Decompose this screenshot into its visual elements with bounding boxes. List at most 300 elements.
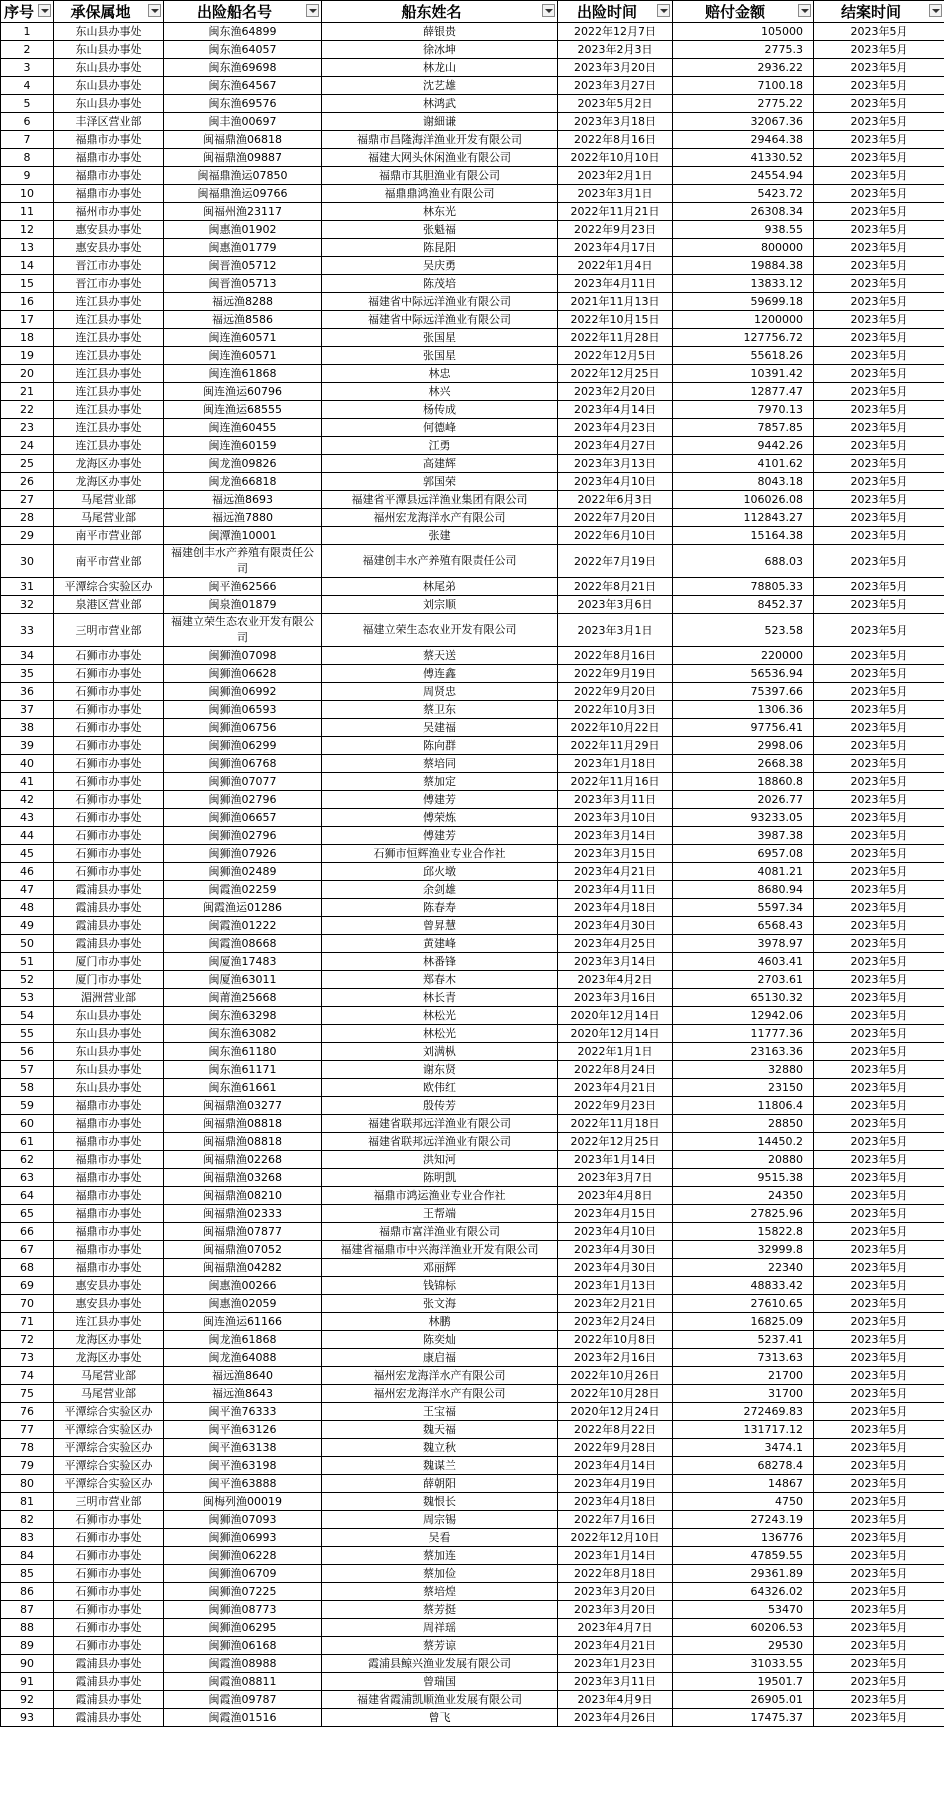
incident-date-cell[interactable]: 2023年3月1日 [558, 185, 673, 203]
region-cell[interactable]: 石狮市办事处 [54, 719, 164, 737]
row-index-cell[interactable]: 68 [1, 1259, 54, 1277]
payout-amount-cell[interactable]: 5423.72 [673, 185, 814, 203]
payout-amount-cell[interactable]: 800000 [673, 239, 814, 257]
vessel-name-cell[interactable]: 闽龙渔09826 [164, 455, 322, 473]
vessel-name-cell[interactable]: 闽福鼎渔09887 [164, 149, 322, 167]
row-index-cell[interactable]: 23 [1, 419, 54, 437]
region-cell[interactable]: 福鼎市办事处 [54, 1241, 164, 1259]
vessel-name-cell[interactable]: 福远渔8586 [164, 311, 322, 329]
region-cell[interactable]: 石狮市办事处 [54, 1583, 164, 1601]
payout-amount-cell[interactable]: 127756.72 [673, 329, 814, 347]
payout-amount-cell[interactable]: 106026.08 [673, 491, 814, 509]
payout-amount-cell[interactable]: 32067.36 [673, 113, 814, 131]
closing-date-cell[interactable]: 2023年5月 [814, 401, 944, 419]
vessel-name-cell[interactable]: 闽福鼎渔03277 [164, 1097, 322, 1115]
region-cell[interactable]: 惠安县办事处 [54, 1277, 164, 1295]
row-index-cell[interactable]: 60 [1, 1115, 54, 1133]
payout-amount-cell[interactable]: 2668.38 [673, 755, 814, 773]
closing-date-cell[interactable]: 2023年5月 [814, 863, 944, 881]
incident-date-cell[interactable]: 2023年2月16日 [558, 1349, 673, 1367]
vessel-name-cell[interactable]: 闽东渔61171 [164, 1061, 322, 1079]
region-cell[interactable]: 福鼎市办事处 [54, 1259, 164, 1277]
closing-date-cell[interactable]: 2023年5月 [814, 1277, 944, 1295]
region-cell[interactable]: 平潭综合实验区办 [54, 1457, 164, 1475]
owner-name-cell[interactable]: 曾瑞国 [322, 1673, 558, 1691]
owner-name-cell[interactable]: 魏恨长 [322, 1493, 558, 1511]
closing-date-cell[interactable]: 2023年5月 [814, 437, 944, 455]
region-cell[interactable]: 石狮市办事处 [54, 701, 164, 719]
incident-date-cell[interactable]: 2023年5月2日 [558, 95, 673, 113]
owner-name-cell[interactable]: 林尾弟 [322, 578, 558, 596]
incident-date-cell[interactable]: 2023年4月9日 [558, 1691, 673, 1709]
owner-name-cell[interactable]: 傅建芳 [322, 791, 558, 809]
owner-name-cell[interactable]: 傅建芳 [322, 827, 558, 845]
vessel-name-cell[interactable]: 闽狮渔06992 [164, 683, 322, 701]
payout-amount-cell[interactable]: 23150 [673, 1079, 814, 1097]
incident-date-cell[interactable]: 2023年4月21日 [558, 863, 673, 881]
row-index-cell[interactable]: 71 [1, 1313, 54, 1331]
payout-amount-cell[interactable]: 22340 [673, 1259, 814, 1277]
incident-date-cell[interactable]: 2022年12月5日 [558, 347, 673, 365]
row-index-cell[interactable]: 56 [1, 1043, 54, 1061]
region-cell[interactable]: 惠安县办事处 [54, 1295, 164, 1313]
row-index-cell[interactable]: 14 [1, 257, 54, 275]
row-index-cell[interactable]: 51 [1, 953, 54, 971]
payout-amount-cell[interactable]: 29530 [673, 1637, 814, 1655]
row-index-cell[interactable]: 30 [1, 545, 54, 578]
incident-date-cell[interactable]: 2023年2月3日 [558, 41, 673, 59]
row-index-cell[interactable]: 83 [1, 1529, 54, 1547]
closing-date-cell[interactable]: 2023年5月 [814, 59, 944, 77]
owner-name-cell[interactable]: 刘满枞 [322, 1043, 558, 1061]
row-index-cell[interactable]: 11 [1, 203, 54, 221]
vessel-name-cell[interactable]: 福远渔8643 [164, 1385, 322, 1403]
incident-date-cell[interactable]: 2023年3月13日 [558, 455, 673, 473]
vessel-name-cell[interactable]: 闽东渔63082 [164, 1025, 322, 1043]
owner-name-cell[interactable]: 蔡加定 [322, 773, 558, 791]
payout-amount-cell[interactable]: 4750 [673, 1493, 814, 1511]
closing-date-cell[interactable]: 2023年5月 [814, 473, 944, 491]
filter-dropdown-icon[interactable] [38, 4, 51, 17]
payout-amount-cell[interactable]: 14450.2 [673, 1133, 814, 1151]
closing-date-cell[interactable]: 2023年5月 [814, 719, 944, 737]
region-cell[interactable]: 石狮市办事处 [54, 737, 164, 755]
region-cell[interactable]: 平潭综合实验区办 [54, 1475, 164, 1493]
region-cell[interactable]: 东山县办事处 [54, 1079, 164, 1097]
row-index-cell[interactable]: 34 [1, 647, 54, 665]
payout-amount-cell[interactable]: 8043.18 [673, 473, 814, 491]
payout-amount-cell[interactable]: 18860.8 [673, 773, 814, 791]
owner-name-cell[interactable]: 欧伟红 [322, 1079, 558, 1097]
payout-amount-cell[interactable]: 11777.36 [673, 1025, 814, 1043]
payout-amount-cell[interactable]: 29361.89 [673, 1565, 814, 1583]
incident-date-cell[interactable]: 2022年12月7日 [558, 23, 673, 41]
payout-amount-cell[interactable]: 272469.83 [673, 1403, 814, 1421]
region-cell[interactable]: 石狮市办事处 [54, 1619, 164, 1637]
vessel-name-cell[interactable]: 闽连渔60159 [164, 437, 322, 455]
payout-amount-cell[interactable]: 6957.08 [673, 845, 814, 863]
payout-amount-cell[interactable]: 2703.61 [673, 971, 814, 989]
payout-amount-cell[interactable]: 55618.26 [673, 347, 814, 365]
incident-date-cell[interactable]: 2022年9月19日 [558, 665, 673, 683]
vessel-name-cell[interactable]: 闽晋渔05713 [164, 275, 322, 293]
owner-name-cell[interactable]: 魏谋兰 [322, 1457, 558, 1475]
incident-date-cell[interactable]: 2023年4月18日 [558, 899, 673, 917]
vessel-name-cell[interactable]: 闽福鼎渔07877 [164, 1223, 322, 1241]
closing-date-cell[interactable]: 2023年5月 [814, 383, 944, 401]
owner-name-cell[interactable]: 霞浦县鲸兴渔业发展有限公司 [322, 1655, 558, 1673]
incident-date-cell[interactable]: 2023年4月10日 [558, 473, 673, 491]
closing-date-cell[interactable]: 2023年5月 [814, 845, 944, 863]
region-cell[interactable]: 石狮市办事处 [54, 809, 164, 827]
row-index-cell[interactable]: 26 [1, 473, 54, 491]
owner-name-cell[interactable]: 谢东贤 [322, 1061, 558, 1079]
region-cell[interactable]: 惠安县办事处 [54, 239, 164, 257]
row-index-cell[interactable]: 10 [1, 185, 54, 203]
payout-amount-cell[interactable]: 17475.37 [673, 1709, 814, 1727]
vessel-name-cell[interactable]: 闽东渔64057 [164, 41, 322, 59]
vessel-name-cell[interactable]: 闽狮渔07077 [164, 773, 322, 791]
owner-name-cell[interactable]: 薛银贵 [322, 23, 558, 41]
row-index-cell[interactable]: 92 [1, 1691, 54, 1709]
owner-name-cell[interactable]: 福鼎市富洋渔业有限公司 [322, 1223, 558, 1241]
row-index-cell[interactable]: 81 [1, 1493, 54, 1511]
payout-amount-cell[interactable]: 19884.38 [673, 257, 814, 275]
row-index-cell[interactable]: 38 [1, 719, 54, 737]
closing-date-cell[interactable]: 2023年5月 [814, 185, 944, 203]
vessel-name-cell[interactable]: 闽东渔61661 [164, 1079, 322, 1097]
row-index-cell[interactable]: 73 [1, 1349, 54, 1367]
payout-amount-cell[interactable]: 2026.77 [673, 791, 814, 809]
owner-name-cell[interactable]: 洪知河 [322, 1151, 558, 1169]
incident-date-cell[interactable]: 2023年4月30日 [558, 1259, 673, 1277]
region-cell[interactable]: 马尾营业部 [54, 1367, 164, 1385]
vessel-name-cell[interactable]: 闽福鼎渔08210 [164, 1187, 322, 1205]
closing-date-cell[interactable]: 2023年5月 [814, 1547, 944, 1565]
vessel-name-cell[interactable]: 闽狮渔06228 [164, 1547, 322, 1565]
incident-date-cell[interactable]: 2022年6月10日 [558, 527, 673, 545]
row-index-cell[interactable]: 24 [1, 437, 54, 455]
vessel-name-cell[interactable]: 闽霞渔08811 [164, 1673, 322, 1691]
closing-date-cell[interactable]: 2023年5月 [814, 1223, 944, 1241]
closing-date-cell[interactable]: 2023年5月 [814, 1241, 944, 1259]
owner-name-cell[interactable]: 林番锋 [322, 953, 558, 971]
closing-date-cell[interactable]: 2023年5月 [814, 1079, 944, 1097]
incident-date-cell[interactable]: 2023年2月20日 [558, 383, 673, 401]
closing-date-cell[interactable]: 2023年5月 [814, 827, 944, 845]
incident-date-cell[interactable]: 2023年3月10日 [558, 809, 673, 827]
incident-date-cell[interactable]: 2023年4月18日 [558, 1493, 673, 1511]
region-cell[interactable]: 福鼎市办事处 [54, 1133, 164, 1151]
owner-name-cell[interactable]: 福建立荣生态农业开发有限公司 [322, 614, 558, 647]
region-cell[interactable]: 石狮市办事处 [54, 1529, 164, 1547]
vessel-name-cell[interactable]: 闽福鼎渔08818 [164, 1115, 322, 1133]
owner-name-cell[interactable]: 林龙山 [322, 59, 558, 77]
closing-date-cell[interactable]: 2023年5月 [814, 989, 944, 1007]
incident-date-cell[interactable]: 2023年1月23日 [558, 1655, 673, 1673]
owner-name-cell[interactable]: 陈昆阳 [322, 239, 558, 257]
owner-name-cell[interactable]: 何德峰 [322, 419, 558, 437]
row-index-cell[interactable]: 57 [1, 1061, 54, 1079]
closing-date-cell[interactable]: 2023年5月 [814, 221, 944, 239]
incident-date-cell[interactable]: 2022年8月18日 [558, 1565, 673, 1583]
row-index-cell[interactable]: 45 [1, 845, 54, 863]
row-index-cell[interactable]: 22 [1, 401, 54, 419]
payout-amount-cell[interactable]: 2936.22 [673, 59, 814, 77]
vessel-name-cell[interactable]: 闽丰渔00697 [164, 113, 322, 131]
owner-name-cell[interactable]: 石狮市恒辉渔业专业合作社 [322, 845, 558, 863]
row-index-cell[interactable]: 15 [1, 275, 54, 293]
row-index-cell[interactable]: 84 [1, 1547, 54, 1565]
owner-name-cell[interactable]: 王帮端 [322, 1205, 558, 1223]
row-index-cell[interactable]: 43 [1, 809, 54, 827]
incident-date-cell[interactable]: 2023年4月10日 [558, 1223, 673, 1241]
closing-date-cell[interactable]: 2023年5月 [814, 1601, 944, 1619]
row-index-cell[interactable]: 63 [1, 1169, 54, 1187]
closing-date-cell[interactable]: 2023年5月 [814, 755, 944, 773]
region-cell[interactable]: 东山县办事处 [54, 1043, 164, 1061]
closing-date-cell[interactable]: 2023年5月 [814, 665, 944, 683]
payout-amount-cell[interactable]: 20880 [673, 1151, 814, 1169]
incident-date-cell[interactable]: 2023年2月1日 [558, 167, 673, 185]
closing-date-cell[interactable]: 2023年5月 [814, 1385, 944, 1403]
payout-amount-cell[interactable]: 75397.66 [673, 683, 814, 701]
payout-amount-cell[interactable]: 68278.4 [673, 1457, 814, 1475]
region-cell[interactable]: 石狮市办事处 [54, 665, 164, 683]
closing-date-cell[interactable]: 2023年5月 [814, 1583, 944, 1601]
row-index-cell[interactable]: 2 [1, 41, 54, 59]
region-cell[interactable]: 霞浦县办事处 [54, 1655, 164, 1673]
payout-amount-cell[interactable]: 31700 [673, 1385, 814, 1403]
incident-date-cell[interactable]: 2023年4月21日 [558, 1079, 673, 1097]
row-index-cell[interactable]: 72 [1, 1331, 54, 1349]
row-index-cell[interactable]: 50 [1, 935, 54, 953]
incident-date-cell[interactable]: 2023年4月7日 [558, 1619, 673, 1637]
closing-date-cell[interactable]: 2023年5月 [814, 683, 944, 701]
payout-amount-cell[interactable]: 5597.34 [673, 899, 814, 917]
vessel-name-cell[interactable]: 闽梅列渔00019 [164, 1493, 322, 1511]
row-index-cell[interactable]: 90 [1, 1655, 54, 1673]
incident-date-cell[interactable]: 2022年10月26日 [558, 1367, 673, 1385]
vessel-name-cell[interactable]: 闽狮渔02796 [164, 827, 322, 845]
vessel-name-cell[interactable]: 福建创丰水产养殖有限责任公司 [164, 545, 322, 578]
incident-date-cell[interactable]: 2023年4月25日 [558, 935, 673, 953]
owner-name-cell[interactable]: 王宝福 [322, 1403, 558, 1421]
payout-amount-cell[interactable]: 78805.33 [673, 578, 814, 596]
incident-date-cell[interactable]: 2022年8月16日 [558, 647, 673, 665]
incident-date-cell[interactable]: 2023年4月11日 [558, 881, 673, 899]
closing-date-cell[interactable]: 2023年5月 [814, 1295, 944, 1313]
payout-amount-cell[interactable]: 4101.62 [673, 455, 814, 473]
vessel-name-cell[interactable]: 闽厦渔17483 [164, 953, 322, 971]
payout-amount-cell[interactable]: 21700 [673, 1367, 814, 1385]
region-cell[interactable]: 福鼎市办事处 [54, 1187, 164, 1205]
incident-date-cell[interactable]: 2022年12月25日 [558, 1133, 673, 1151]
closing-date-cell[interactable]: 2023年5月 [814, 131, 944, 149]
incident-date-cell[interactable]: 2022年11月29日 [558, 737, 673, 755]
region-cell[interactable]: 石狮市办事处 [54, 791, 164, 809]
region-cell[interactable]: 泉港区营业部 [54, 596, 164, 614]
incident-date-cell[interactable]: 2023年3月6日 [558, 596, 673, 614]
owner-name-cell[interactable]: 周贤忠 [322, 683, 558, 701]
vessel-name-cell[interactable]: 闽狮渔07093 [164, 1511, 322, 1529]
row-index-cell[interactable]: 1 [1, 23, 54, 41]
payout-amount-cell[interactable]: 3474.1 [673, 1439, 814, 1457]
region-cell[interactable]: 福鼎市办事处 [54, 1151, 164, 1169]
incident-date-cell[interactable]: 2022年10月3日 [558, 701, 673, 719]
owner-name-cell[interactable]: 郭国荣 [322, 473, 558, 491]
vessel-name-cell[interactable]: 闽东渔69576 [164, 95, 322, 113]
vessel-name-cell[interactable]: 闽狮渔06993 [164, 1529, 322, 1547]
incident-date-cell[interactable]: 2023年3月14日 [558, 953, 673, 971]
owner-name-cell[interactable]: 福鼎鼎鸿渔业有限公司 [322, 185, 558, 203]
row-index-cell[interactable]: 59 [1, 1097, 54, 1115]
payout-amount-cell[interactable]: 12877.47 [673, 383, 814, 401]
row-index-cell[interactable]: 4 [1, 77, 54, 95]
row-index-cell[interactable]: 29 [1, 527, 54, 545]
payout-amount-cell[interactable]: 15164.38 [673, 527, 814, 545]
owner-name-cell[interactable]: 钱锦标 [322, 1277, 558, 1295]
owner-name-cell[interactable]: 福建省联邦远洋渔业有限公司 [322, 1115, 558, 1133]
incident-date-cell[interactable]: 2022年9月20日 [558, 683, 673, 701]
incident-date-cell[interactable]: 2022年10月28日 [558, 1385, 673, 1403]
vessel-name-cell[interactable]: 闽福鼎渔运07850 [164, 167, 322, 185]
incident-date-cell[interactable]: 2021年11月13日 [558, 293, 673, 311]
payout-amount-cell[interactable]: 2775.3 [673, 41, 814, 59]
region-cell[interactable]: 连江县办事处 [54, 347, 164, 365]
region-cell[interactable]: 龙海区办事处 [54, 1331, 164, 1349]
row-index-cell[interactable]: 21 [1, 383, 54, 401]
incident-date-cell[interactable]: 2023年4月23日 [558, 419, 673, 437]
closing-date-cell[interactable]: 2023年5月 [814, 347, 944, 365]
owner-name-cell[interactable]: 福建省福鼎市中兴海洋渔业开发有限公司 [322, 1241, 558, 1259]
region-cell[interactable]: 霞浦县办事处 [54, 1709, 164, 1727]
closing-date-cell[interactable]: 2023年5月 [814, 614, 944, 647]
region-cell[interactable]: 福鼎市办事处 [54, 1223, 164, 1241]
region-cell[interactable]: 东山县办事处 [54, 41, 164, 59]
incident-date-cell[interactable]: 2020年12月14日 [558, 1025, 673, 1043]
vessel-name-cell[interactable]: 闽霞渔运01286 [164, 899, 322, 917]
closing-date-cell[interactable]: 2023年5月 [814, 917, 944, 935]
region-cell[interactable]: 石狮市办事处 [54, 845, 164, 863]
row-index-cell[interactable]: 19 [1, 347, 54, 365]
payout-amount-cell[interactable]: 4081.21 [673, 863, 814, 881]
owner-name-cell[interactable]: 邓丽辉 [322, 1259, 558, 1277]
row-index-cell[interactable]: 58 [1, 1079, 54, 1097]
region-cell[interactable]: 东山县办事处 [54, 1061, 164, 1079]
region-cell[interactable]: 东山县办事处 [54, 1025, 164, 1043]
incident-date-cell[interactable]: 2023年4月17日 [558, 239, 673, 257]
row-index-cell[interactable]: 49 [1, 917, 54, 935]
closing-date-cell[interactable]: 2023年5月 [814, 899, 944, 917]
owner-name-cell[interactable]: 蔡加俭 [322, 1565, 558, 1583]
vessel-name-cell[interactable]: 闽惠渔00266 [164, 1277, 322, 1295]
closing-date-cell[interactable]: 2023年5月 [814, 203, 944, 221]
owner-name-cell[interactable]: 陈明凯 [322, 1169, 558, 1187]
owner-name-cell[interactable]: 谢細谦 [322, 113, 558, 131]
incident-date-cell[interactable]: 2022年11月21日 [558, 203, 673, 221]
owner-name-cell[interactable]: 殷传芳 [322, 1097, 558, 1115]
owner-name-cell[interactable]: 周宗锡 [322, 1511, 558, 1529]
payout-amount-cell[interactable]: 9515.38 [673, 1169, 814, 1187]
closing-date-cell[interactable]: 2023年5月 [814, 701, 944, 719]
owner-name-cell[interactable]: 福建大网头休闲渔业有限公司 [322, 149, 558, 167]
incident-date-cell[interactable]: 2023年3月27日 [558, 77, 673, 95]
vessel-name-cell[interactable]: 闽连渔运61166 [164, 1313, 322, 1331]
payout-amount-cell[interactable]: 14867 [673, 1475, 814, 1493]
owner-name-cell[interactable]: 陈茂培 [322, 275, 558, 293]
owner-name-cell[interactable]: 吴庆勇 [322, 257, 558, 275]
owner-name-cell[interactable]: 福鼎市其胆渔业有限公司 [322, 167, 558, 185]
payout-amount-cell[interactable]: 24554.94 [673, 167, 814, 185]
vessel-name-cell[interactable]: 闽平渔63138 [164, 1439, 322, 1457]
region-cell[interactable]: 石狮市办事处 [54, 1547, 164, 1565]
payout-amount-cell[interactable]: 3987.38 [673, 827, 814, 845]
row-index-cell[interactable]: 7 [1, 131, 54, 149]
region-cell[interactable]: 福鼎市办事处 [54, 131, 164, 149]
row-index-cell[interactable]: 9 [1, 167, 54, 185]
closing-date-cell[interactable]: 2023年5月 [814, 113, 944, 131]
row-index-cell[interactable]: 77 [1, 1421, 54, 1439]
incident-date-cell[interactable]: 2022年10月15日 [558, 311, 673, 329]
owner-name-cell[interactable]: 张文海 [322, 1295, 558, 1313]
closing-date-cell[interactable]: 2023年5月 [814, 1709, 944, 1727]
closing-date-cell[interactable]: 2023年5月 [814, 953, 944, 971]
incident-date-cell[interactable]: 2023年3月20日 [558, 1601, 673, 1619]
closing-date-cell[interactable]: 2023年5月 [814, 881, 944, 899]
incident-date-cell[interactable]: 2022年10月8日 [558, 1331, 673, 1349]
row-index-cell[interactable]: 79 [1, 1457, 54, 1475]
owner-name-cell[interactable]: 林松光 [322, 1025, 558, 1043]
row-index-cell[interactable]: 89 [1, 1637, 54, 1655]
region-cell[interactable]: 龙海区办事处 [54, 473, 164, 491]
closing-date-cell[interactable]: 2023年5月 [814, 149, 944, 167]
owner-name-cell[interactable]: 陈春寿 [322, 899, 558, 917]
payout-amount-cell[interactable]: 32880 [673, 1061, 814, 1079]
payout-amount-cell[interactable]: 6568.43 [673, 917, 814, 935]
vessel-name-cell[interactable]: 闽平渔63888 [164, 1475, 322, 1493]
incident-date-cell[interactable]: 2022年10月22日 [558, 719, 673, 737]
vessel-name-cell[interactable]: 闽福鼎渔02333 [164, 1205, 322, 1223]
payout-amount-cell[interactable]: 1200000 [673, 311, 814, 329]
region-cell[interactable]: 福鼎市办事处 [54, 149, 164, 167]
payout-amount-cell[interactable]: 41330.52 [673, 149, 814, 167]
incident-date-cell[interactable]: 2023年3月20日 [558, 1583, 673, 1601]
incident-date-cell[interactable]: 2023年3月18日 [558, 113, 673, 131]
vessel-name-cell[interactable]: 闽福鼎渔08818 [164, 1133, 322, 1151]
region-cell[interactable]: 连江县办事处 [54, 365, 164, 383]
vessel-name-cell[interactable]: 闽东渔63298 [164, 1007, 322, 1025]
region-cell[interactable]: 东山县办事处 [54, 23, 164, 41]
closing-date-cell[interactable]: 2023年5月 [814, 293, 944, 311]
vessel-name-cell[interactable]: 闽东渔69698 [164, 59, 322, 77]
owner-name-cell[interactable]: 薛朝阳 [322, 1475, 558, 1493]
payout-amount-cell[interactable]: 65130.32 [673, 989, 814, 1007]
vessel-name-cell[interactable]: 闽龙渔61868 [164, 1331, 322, 1349]
closing-date-cell[interactable]: 2023年5月 [814, 1475, 944, 1493]
closing-date-cell[interactable]: 2023年5月 [814, 1187, 944, 1205]
owner-name-cell[interactable]: 曾飞 [322, 1709, 558, 1727]
incident-date-cell[interactable]: 2020年12月14日 [558, 1007, 673, 1025]
closing-date-cell[interactable]: 2023年5月 [814, 1007, 944, 1025]
vessel-name-cell[interactable]: 闽霞渔08668 [164, 935, 322, 953]
row-index-cell[interactable]: 42 [1, 791, 54, 809]
closing-date-cell[interactable]: 2023年5月 [814, 1565, 944, 1583]
vessel-name-cell[interactable]: 福建立荣生态农业开发有限公司 [164, 614, 322, 647]
closing-date-cell[interactable]: 2023年5月 [814, 1493, 944, 1511]
payout-amount-cell[interactable]: 105000 [673, 23, 814, 41]
payout-amount-cell[interactable]: 3978.97 [673, 935, 814, 953]
